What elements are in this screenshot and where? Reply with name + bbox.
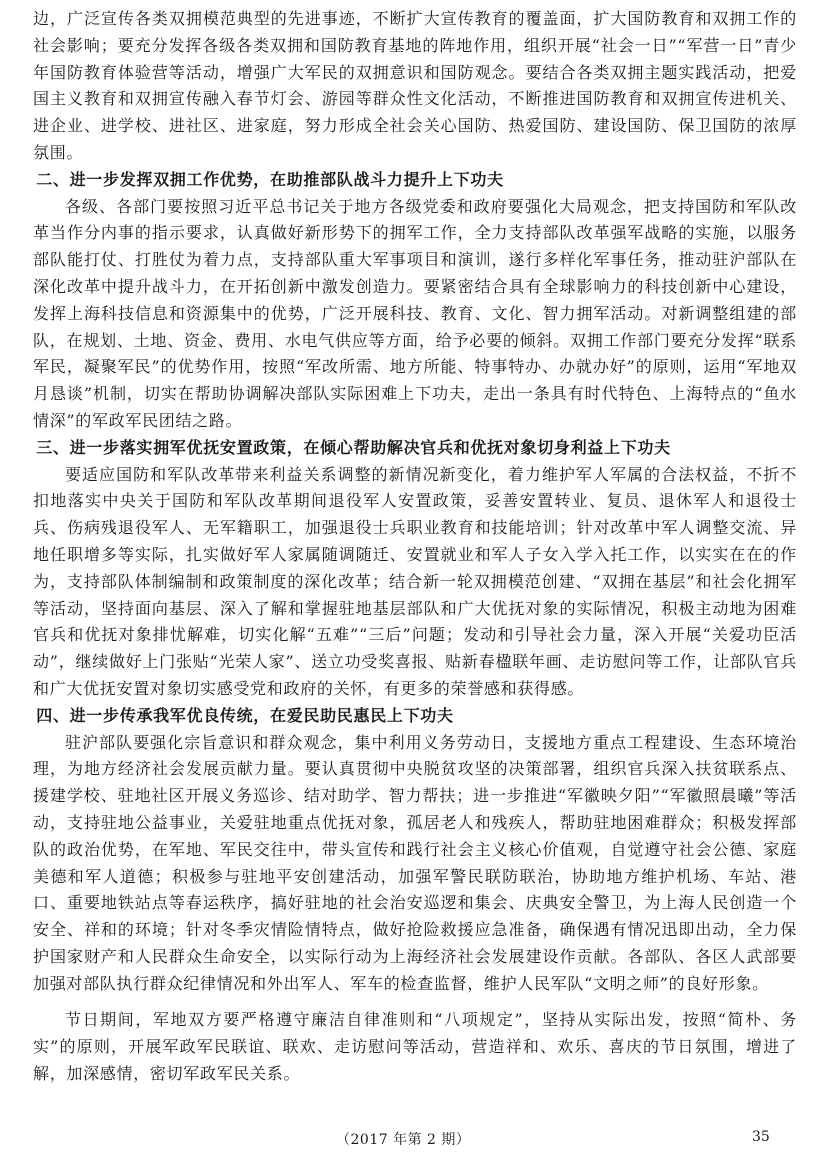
page-number: 35 (752, 1129, 770, 1145)
section-heading: 二、进一步发挥双拥工作优势，在助推部队战斗力提升上下功夫 (36, 169, 504, 189)
section-heading: 四、进一步传承我军优良传统，在爱民助民惠民上下功夫 (36, 705, 454, 725)
page-footer (0, 1129, 827, 1153)
paragraph: 驻沪部队要强化宗旨意识和群众观念，集中利用义务劳动日，支援地方重点工程建设、生态环境治理，为地方经济社会发展贡献力量。要认真贯彻中央脱贫攻坚的决策部署，组织官兵深入扶贫联系点、援建学校、驻地社区开展义务巡诊、结对助学、智力帮扶；进一步推进“军徽映夕阳”“军徽照晨曦”等活动，支持驻地公益事业，关爱驻地重点优抚对象，孤居老人和残疾人，帮助驻地困难群众；积极发挥部队的政治优势，在军地、军民交往中，带头宣传和践行社会主义核心价值观，自觉遵守社会公德、家庭美德和军人道德；积极参与驻地平安创建活动，加强军警民联防联治，协助地方维护机场、车站、港口、重要地铁站点等春运秩序，搞好驻地的社会治安巡逻和集会、庆典安全警卫，为上海人民创造一个安全、祥和的环境；针对冬季灾情险情特点，做好抢险救援应急准备，确保遇有情况迅即出动，全力保护国家财产和人民群众生命安全，以实际行动为上海经济社会发展建设作贡献。各部队、各区人武部要加强对部队执行群众纪律情况和外出军人、军车的检查监督，维护人民军队“文明之师”的良好形象。 (33, 732, 797, 993)
section-heading: 三、进一步落实拥军优抚安置政策，在倾心帮助解决官兵和优抚对象切身利益上下功夫 (36, 437, 671, 457)
paragraph: 要适应国防和军队改革带来利益关系调整的新情况新变化，着力维护军人军属的合法权益，不折不扣地落实中央关于国防和军队改革期间退役军人安置政策，妥善安置转业、复员、退休军人和退役士兵、伤病残退役军人、无军籍职工，加强退役士兵职业教育和技能培训；针对改革中军人调整交流、异地任职增多等实际，扎实做好军人家属随调随迁、安置就业和军人子女入学入托工作，以实实在在的作为，支持部队体制编制和政策制度的深化改革；结合新一轮双拥模范创建、“双拥在基层”和社会化拥军等活动，坚持面向基层、深入了解和掌握驻地基层部队和广大优抚对象的实际情况，积极主动地为困难官兵和优抚对象排忧解难，切实化解“五难”“三后”问题；发动和引导社会力量，深入开展“关爱功臣活动”，继续做好上门张贴“光荣人家”、送立功受奖喜报、贴新春楹联年画、走访慰问等工作，让部队官兵和广大优抚安置对象切实感受党和政府的关怀，有更多的荣誉感和获得感。 (33, 464, 797, 698)
document-body (33, 6, 797, 1088)
paragraph: 节日期间，军地双方要严格遵守廉洁自律准则和“八项规定”，坚持从实际出发，按照“简朴、务实”的原则，开展军政军民联谊、联欢、走访慰问等活动，营造祥和、欢乐、喜庆的节日氛围，增进了解，加深感情，密切军政军民关系。 (33, 1010, 797, 1084)
paragraph-gap (33, 997, 797, 1007)
issue-label: （2017 年第 2 期） (336, 1132, 471, 1148)
paragraph: 各级、各部门要按照习近平总书记关于地方各级党委和政府要强化大局观念，把支持国防和军队改革当作分内事的指示要求，认真做好新形势下的拥军工作，全力支持部队改革强军战略的实施，以服务部队能打仗、打胜仗为着力点，支持部队重大军事项目和演训，遂行多样化军事任务，推动驻沪部队在深化改革中提升战斗力，在开拓创新中激发创造力。要紧密结合具有全球影响力的科技创新中心建设，发挥上海科技信息和资源集中的优势，广泛开展科技、教育、文化、智力拥军活动。对新调整组建的部队，在规划、土地、资金、费用、水电气供应等方面，给予必要的倾斜。双拥工作部门要充分发挥“联系军民，凝聚军民”的优势作用，按照“军改所需、地方所能、特事特办、办就办好”的原则，运用“军地双月恳谈”机制，切实在帮助协调解决部队实际困难上下功夫，走出一条具有时代特色、上海特点的“鱼水情深”的军政军民团结之路。 (33, 196, 797, 430)
paragraph: 边，广泛宣传各类双拥模范典型的先进事迹，不断扩大宣传教育的覆盖面，扩大国防教育和双拥工作的社会影响；要充分发挥各级各类双拥和国防教育基地的阵地作用，组织开展“社会一日”“军营一日”青少年国防教育体验营等活动，增强广大军民的双拥意识和国防观念。要结合各类双拥主题实践活动，把爱国主义教育和双拥宣传融入春节灯会、游园等群众性文化活动，不断推进国防教育和双拥宣传进机关、进企业、进学校、进社区、进家庭，努力形成全社会关心国防、热爱国防、建设国防、保卫国防的浓厚氛围。 (33, 9, 797, 162)
